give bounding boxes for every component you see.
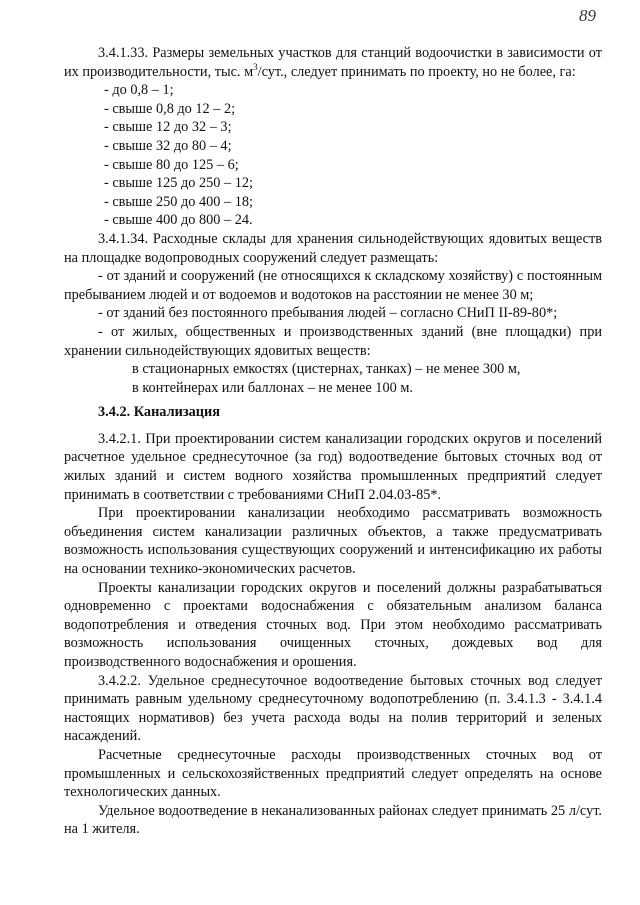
body-paragraph: Проекты канализации городских округов и поселений должны разрабатываться одновременно с проектами водоснабжения с обязательным анализом баланса водопотребления и отведения сточных вод. При этом необходимо рассматривать возможность использования очищенных сточных, дождевых вод для производственного водоснабжения и орошения. [64, 579, 602, 670]
placement-item: - от жилых, общественных и производственных зданий (вне площадки) при хранении сильнодействующих ядовитых веществ: [64, 323, 602, 359]
list-item: - свыше 125 до 250 – 12; [104, 175, 253, 192]
paragraph-3-4-1-34: 3.4.1.34. Расходные склады для хранения сильнодействующих ядовитых веществ на площадке водопроводных сооружений следует размещать: [64, 230, 602, 266]
page-number: 89 [579, 6, 596, 25]
list-item: - свыше 250 до 400 – 18; [104, 193, 253, 210]
list-item: - свыше 12 до 32 – 3; [104, 119, 232, 136]
document-body [64, 44, 602, 839]
placement-item: - от зданий и сооружений (не относящихся к складскому хозяйству) с постоянным пребыванием людей и от водоемов и водотоков на расстоянии не менее 30 м; [64, 268, 602, 303]
storage-subitem: в контейнерах или баллонах – не менее 100 м. [132, 379, 413, 396]
storage-subitem: в стационарных емкостях (цистернах, танках) – не менее 300 м, [132, 361, 521, 378]
paragraph-3-4-2-2: 3.4.2.2. Удельное среднесуточное водоотведение бытовых сточных вод следует принимать равным удельному среднесуточному водопотреблению (п. 3.4.1.3 - 3.4.1.4 настоящих нормативов) без учета расхода воды на полив территорий и зеленых насаждений. [64, 672, 602, 745]
paragraph-text: /сут., следует принимать по проекту, но не более, га: [257, 63, 576, 80]
paragraph-3-4-2-1: 3.4.2.1. При проектировании систем канализации городских округов и поселений расчетное удельное среднесуточное (за год) водоотведение бытовых сточных вод от жилых зданий и систем водного хозяйства промышленных предприятий следует принимать в соответствии с требованиями СНиП 2.04.03-85*. [64, 430, 602, 503]
land-size-list [64, 81, 602, 230]
placement-item: - от зданий без постоянного пребывания людей – согласно СНиП II-89-80*; [98, 305, 558, 322]
superscript: 3 [253, 61, 258, 72]
list-item: - свыше 0,8 до 12 – 2; [104, 100, 236, 117]
body-paragraph: При проектировании канализации необходимо рассматривать возможность объединения систем канализации различных объектов, а также предусматривать возможность использования существующих сооружений и интенсификацию их работы на основании технико-экономических расчетов. [64, 505, 602, 578]
section-heading: 3.4.2. Канализация [98, 404, 220, 421]
body-paragraph: Расчетные среднесуточные расходы производственных сточных вод от промышленных и сельскохозяйственных предприятий следует определять на основе технологических данных. [64, 746, 602, 801]
list-item: - до 0,8 – 1; [104, 82, 174, 99]
paragraph-text: 3.4.1.33. Размеры земельных участков для станций водоочистки в зависимости от их производительности, тыс. м [64, 45, 602, 80]
paragraph-3-4-1-33 [64, 44, 602, 81]
list-item: - свыше 400 до 800 – 24. [104, 212, 253, 229]
list-item: - свыше 80 до 125 – 6; [104, 156, 239, 173]
body-paragraph: Удельное водоотведение в неканализованных районах следует принимать 25 л/сут. на 1 жителя. [64, 802, 602, 838]
list-item: - свыше 32 до 80 – 4; [104, 137, 232, 154]
